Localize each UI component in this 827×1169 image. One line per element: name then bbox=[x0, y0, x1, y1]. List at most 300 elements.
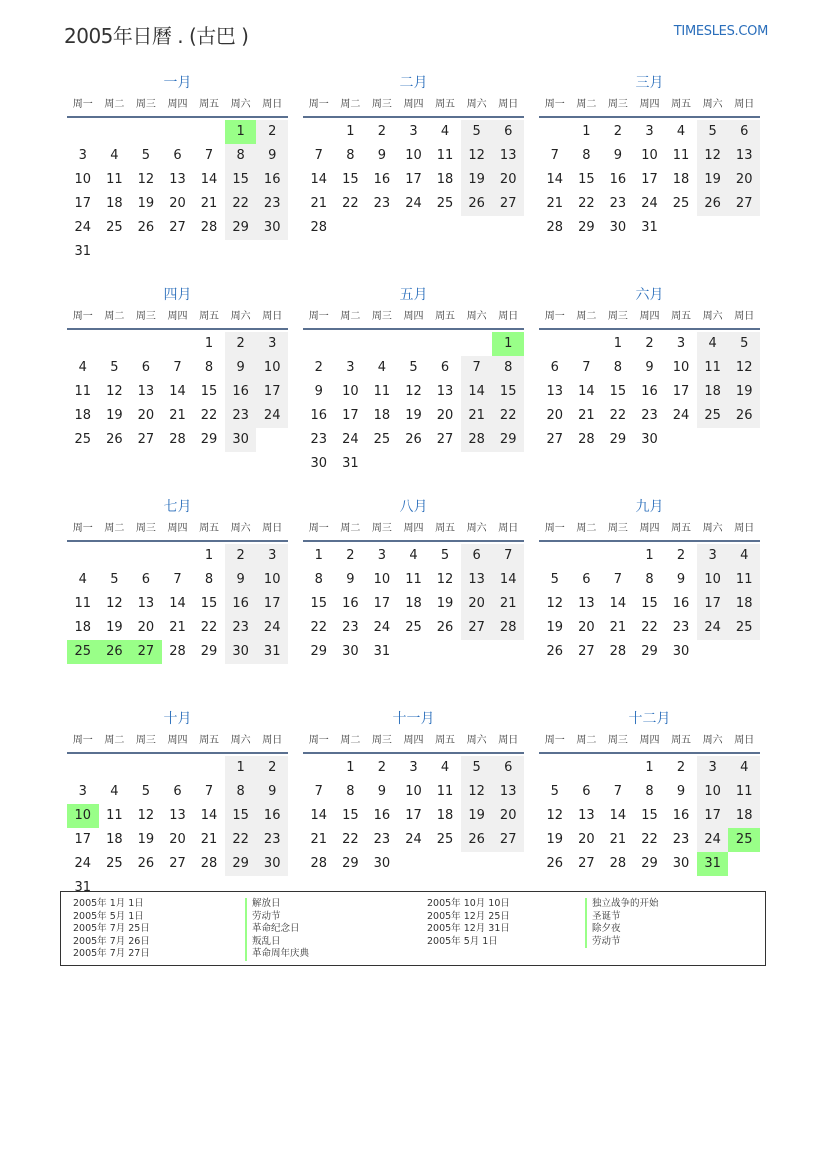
day-cell: 27 bbox=[578, 856, 595, 871]
day-cell: 25 bbox=[106, 856, 123, 871]
day-cell: 2 bbox=[225, 544, 257, 568]
day-cell: 6 bbox=[173, 784, 182, 799]
weekday-label: 周一 bbox=[72, 99, 93, 110]
day-cell: 27 bbox=[492, 828, 524, 852]
day-grid bbox=[303, 756, 524, 876]
day-cell: 9 bbox=[676, 572, 686, 587]
weekday-label: 周日 bbox=[498, 523, 519, 534]
empty-day-cell bbox=[130, 120, 162, 144]
weekday-label: 周四 bbox=[639, 99, 660, 110]
day-cell: 24 bbox=[405, 196, 422, 211]
weekday-label: 周四 bbox=[167, 523, 188, 534]
day-cell: 8 bbox=[204, 572, 214, 587]
weekday-header-row bbox=[539, 518, 760, 542]
weekday-label: 周一 bbox=[72, 311, 93, 322]
day-cell: 8 bbox=[346, 148, 355, 163]
day-cell: 12 bbox=[106, 596, 123, 611]
day-cell: 11 bbox=[74, 384, 92, 399]
day-cell: 12 bbox=[546, 808, 564, 823]
empty-day-cell bbox=[193, 756, 225, 780]
day-cell: 4 bbox=[728, 544, 760, 568]
day-cell: 9 bbox=[377, 148, 387, 163]
day-cell: 21 bbox=[169, 408, 186, 423]
weekday-label: 周五 bbox=[435, 99, 456, 110]
day-cell: 19 bbox=[546, 832, 564, 847]
day-cell: 7 bbox=[204, 784, 214, 799]
holiday-names-column bbox=[245, 898, 427, 965]
day-cell: 16 bbox=[342, 596, 359, 611]
weekday-label: 周六 bbox=[230, 735, 251, 746]
day-cell: 3 bbox=[346, 360, 355, 375]
weekday-label: 周一 bbox=[308, 99, 329, 110]
day-cell: 23 bbox=[373, 832, 391, 847]
day-cell: 4 bbox=[110, 784, 119, 799]
day-cell: 27 bbox=[137, 432, 155, 447]
day-cell: 14 bbox=[609, 808, 627, 823]
day-cell: 4 bbox=[377, 360, 387, 375]
day-grid bbox=[539, 120, 760, 240]
empty-day-cell bbox=[571, 544, 603, 568]
day-cell: 7 bbox=[173, 360, 182, 375]
day-cell: 26 bbox=[137, 220, 155, 235]
day-cell: 15 bbox=[641, 596, 658, 611]
day-cell: 11 bbox=[697, 356, 729, 380]
day-cell: 8 bbox=[204, 360, 214, 375]
empty-day-cell bbox=[130, 756, 162, 780]
day-cell: 8 bbox=[645, 784, 654, 799]
day-cell: 26 bbox=[728, 404, 760, 428]
day-cell: 19 bbox=[461, 168, 493, 192]
day-cell: 23 bbox=[342, 620, 359, 635]
month-block bbox=[67, 72, 288, 284]
day-cell: 20 bbox=[578, 832, 595, 847]
day-cell: 3 bbox=[377, 548, 387, 563]
day-cell: 7 bbox=[314, 784, 323, 799]
weekday-label: 周一 bbox=[544, 99, 565, 110]
holiday-dates-column bbox=[427, 898, 585, 965]
day-cell: 21 bbox=[492, 592, 524, 616]
day-cell: 26 bbox=[99, 640, 131, 664]
day-cell: 9 bbox=[676, 784, 686, 799]
day-cell: 18 bbox=[74, 408, 92, 423]
day-cell: 13 bbox=[137, 596, 155, 611]
day-cell: 20 bbox=[492, 168, 524, 192]
day-cell: 13 bbox=[578, 596, 595, 611]
weekday-label: 周六 bbox=[702, 523, 723, 534]
weekday-label: 周日 bbox=[734, 735, 755, 746]
day-cell: 20 bbox=[169, 196, 186, 211]
day-cell: 3 bbox=[409, 760, 418, 775]
day-cell: 3 bbox=[676, 336, 686, 351]
day-cell: 17 bbox=[373, 596, 391, 611]
holiday-date: 2005年 7月 26日 bbox=[73, 935, 150, 947]
day-cell: 28 bbox=[310, 856, 328, 871]
day-cell: 14 bbox=[609, 596, 627, 611]
empty-day-cell bbox=[539, 544, 571, 568]
day-cell: 10 bbox=[74, 172, 92, 187]
day-cell: 6 bbox=[582, 784, 591, 799]
day-cell: 7 bbox=[492, 544, 524, 568]
day-cell: 29 bbox=[578, 220, 595, 235]
day-cell: 8 bbox=[314, 572, 323, 587]
day-cell: 13 bbox=[492, 780, 524, 804]
day-cell: 1 bbox=[225, 120, 257, 144]
day-cell: 16 bbox=[373, 172, 391, 187]
day-cell: 15 bbox=[342, 808, 359, 823]
month-block bbox=[539, 72, 760, 284]
day-cell: 24 bbox=[641, 196, 658, 211]
weekday-label: 周二 bbox=[576, 523, 597, 534]
weekday-label: 周日 bbox=[498, 99, 519, 110]
day-cell: 19 bbox=[405, 408, 422, 423]
day-cell: 22 bbox=[609, 408, 627, 423]
day-grid bbox=[303, 332, 524, 476]
day-cell: 21 bbox=[609, 620, 627, 635]
day-cell: 10 bbox=[342, 384, 359, 399]
empty-day-cell bbox=[162, 756, 194, 780]
day-cell: 28 bbox=[200, 856, 218, 871]
day-cell: 4 bbox=[78, 572, 87, 587]
month-block bbox=[539, 496, 760, 708]
day-cell: 27 bbox=[169, 856, 186, 871]
holiday-date: 2005年 12月 31日 bbox=[427, 923, 510, 935]
day-grid bbox=[303, 544, 524, 664]
day-cell: 19 bbox=[546, 620, 564, 635]
day-cell: 25 bbox=[373, 432, 391, 447]
day-cell: 26 bbox=[405, 432, 422, 447]
empty-day-cell bbox=[67, 120, 99, 144]
day-cell: 2 bbox=[676, 760, 686, 775]
day-cell: 4 bbox=[440, 124, 450, 139]
day-cell: 14 bbox=[310, 172, 328, 187]
weekday-label: 周五 bbox=[199, 523, 220, 534]
month-name: 十一月 bbox=[392, 711, 435, 727]
day-cell: 14 bbox=[310, 808, 328, 823]
day-cell: 11 bbox=[373, 384, 391, 399]
day-cell: 27 bbox=[130, 640, 162, 664]
day-cell: 10 bbox=[256, 568, 288, 592]
weekday-label: 周二 bbox=[576, 735, 597, 746]
day-cell: 7 bbox=[173, 572, 182, 587]
holiday-name: 劳动节 bbox=[585, 936, 765, 949]
day-cell: 30 bbox=[641, 432, 658, 447]
day-cell: 26 bbox=[461, 828, 493, 852]
holiday-date: 2005年 1月 1日 bbox=[73, 898, 144, 909]
day-cell: 21 bbox=[310, 196, 328, 211]
day-cell: 30 bbox=[672, 644, 690, 659]
day-cell: 29 bbox=[200, 644, 218, 659]
day-cell: 7 bbox=[461, 356, 493, 380]
empty-day-cell bbox=[303, 120, 335, 144]
weekday-label: 周四 bbox=[167, 311, 188, 322]
holiday-name: 除夕夜 bbox=[585, 923, 765, 936]
day-cell: 27 bbox=[546, 432, 564, 447]
weekday-label: 周五 bbox=[671, 735, 692, 746]
weekday-label: 周二 bbox=[340, 99, 361, 110]
day-cell: 25 bbox=[67, 640, 99, 664]
month-block bbox=[303, 708, 524, 920]
day-cell: 1 bbox=[582, 124, 591, 139]
empty-day-cell bbox=[539, 756, 571, 780]
day-cell: 7 bbox=[613, 784, 623, 799]
empty-day-cell bbox=[303, 332, 335, 356]
day-cell: 18 bbox=[106, 196, 123, 211]
day-cell: 6 bbox=[440, 360, 450, 375]
day-cell: 11 bbox=[74, 596, 92, 611]
day-cell: 29 bbox=[342, 856, 359, 871]
day-cell: 27 bbox=[492, 192, 524, 216]
day-cell: 31 bbox=[256, 640, 288, 664]
day-cell: 29 bbox=[225, 216, 257, 240]
empty-day-cell bbox=[99, 332, 131, 356]
day-cell: 15 bbox=[310, 596, 328, 611]
day-cell: 1 bbox=[492, 332, 524, 356]
day-cell: 30 bbox=[672, 856, 690, 871]
page-title: 2005年日曆 . (古巴 ) bbox=[64, 24, 249, 48]
day-cell: 13 bbox=[169, 172, 186, 187]
day-cell: 19 bbox=[436, 596, 454, 611]
day-cell: 22 bbox=[200, 408, 218, 423]
day-cell: 18 bbox=[672, 172, 690, 187]
holiday-date: 2005年 5月 1日 bbox=[73, 910, 144, 922]
holiday-date: 2005年 7月 25日 bbox=[73, 923, 150, 935]
empty-day-cell bbox=[366, 332, 398, 356]
weekday-label: 周四 bbox=[639, 311, 660, 322]
weekday-header-row bbox=[67, 518, 288, 542]
holiday-date: 2005年 5月 1日 bbox=[427, 935, 498, 947]
empty-day-cell bbox=[67, 332, 99, 356]
month-name: 一月 bbox=[163, 75, 192, 91]
weekday-label: 周三 bbox=[371, 735, 392, 746]
day-cell: 26 bbox=[546, 644, 564, 659]
weekday-label: 周五 bbox=[435, 735, 456, 746]
day-cell: 2 bbox=[377, 124, 387, 139]
day-cell: 6 bbox=[550, 360, 559, 375]
weekday-label: 周一 bbox=[544, 311, 565, 322]
day-cell: 16 bbox=[225, 592, 257, 616]
day-cell: 12 bbox=[461, 780, 493, 804]
holiday-date: 2005年 12月 25日 bbox=[427, 910, 510, 922]
day-cell: 14 bbox=[200, 172, 218, 187]
day-cell: 14 bbox=[169, 596, 186, 611]
day-cell: 26 bbox=[697, 192, 729, 216]
day-cell: 30 bbox=[342, 644, 359, 659]
day-cell: 6 bbox=[582, 572, 591, 587]
day-cell: 14 bbox=[578, 384, 595, 399]
day-cell: 1 bbox=[225, 756, 257, 780]
day-cell: 14 bbox=[461, 380, 493, 404]
empty-day-cell bbox=[539, 332, 571, 356]
weekday-label: 周六 bbox=[230, 523, 251, 534]
empty-day-cell bbox=[162, 544, 194, 568]
day-cell: 4 bbox=[697, 332, 729, 356]
weekday-label: 周四 bbox=[639, 523, 660, 534]
weekday-label: 周六 bbox=[230, 311, 251, 322]
day-cell: 13 bbox=[546, 384, 564, 399]
day-cell: 21 bbox=[461, 404, 493, 428]
day-cell: 22 bbox=[578, 196, 595, 211]
month-name: 七月 bbox=[163, 499, 192, 515]
day-cell: 13 bbox=[137, 384, 155, 399]
day-cell: 24 bbox=[74, 856, 92, 871]
weekday-label: 周三 bbox=[607, 311, 628, 322]
day-cell: 27 bbox=[728, 192, 760, 216]
weekday-label: 周二 bbox=[104, 311, 125, 322]
day-cell: 31 bbox=[641, 220, 658, 235]
day-cell: 29 bbox=[310, 644, 328, 659]
day-cell: 17 bbox=[342, 408, 359, 423]
day-cell: 20 bbox=[137, 408, 155, 423]
weekday-header-row bbox=[539, 94, 760, 118]
day-cell: 5 bbox=[110, 572, 119, 587]
day-cell: 22 bbox=[641, 832, 658, 847]
day-cell: 17 bbox=[74, 832, 92, 847]
empty-day-cell bbox=[99, 756, 131, 780]
day-cell: 10 bbox=[67, 804, 99, 828]
weekday-label: 周二 bbox=[576, 311, 597, 322]
day-cell: 23 bbox=[672, 620, 690, 635]
day-cell: 21 bbox=[609, 832, 627, 847]
day-cell: 23 bbox=[310, 432, 328, 447]
day-cell: 6 bbox=[461, 544, 493, 568]
day-cell: 21 bbox=[310, 832, 328, 847]
day-cell: 8 bbox=[613, 360, 623, 375]
day-cell: 5 bbox=[728, 332, 760, 356]
day-cell: 30 bbox=[609, 220, 627, 235]
day-cell: 19 bbox=[106, 620, 123, 635]
empty-day-cell bbox=[571, 756, 603, 780]
day-cell: 10 bbox=[697, 568, 729, 592]
day-cell: 30 bbox=[310, 456, 328, 471]
weekday-label: 周五 bbox=[671, 523, 692, 534]
day-grid bbox=[539, 756, 760, 876]
holiday-name: 叛乱日 bbox=[245, 936, 427, 949]
weekday-label: 周一 bbox=[544, 523, 565, 534]
day-cell: 6 bbox=[728, 120, 760, 144]
day-cell: 7 bbox=[613, 572, 623, 587]
day-cell: 23 bbox=[256, 828, 288, 852]
day-cell: 18 bbox=[106, 832, 123, 847]
weekday-label: 周六 bbox=[466, 735, 487, 746]
day-cell: 2 bbox=[377, 760, 387, 775]
day-cell: 25 bbox=[436, 196, 454, 211]
day-cell: 18 bbox=[74, 620, 92, 635]
empty-day-cell bbox=[162, 332, 194, 356]
month-block bbox=[539, 708, 760, 920]
day-cell: 21 bbox=[169, 620, 186, 635]
day-cell: 5 bbox=[141, 148, 151, 163]
day-cell: 4 bbox=[676, 124, 686, 139]
day-cell: 13 bbox=[492, 144, 524, 168]
day-cell: 30 bbox=[225, 640, 257, 664]
day-cell: 25 bbox=[436, 832, 454, 847]
day-cell: 5 bbox=[461, 756, 493, 780]
weekday-label: 周四 bbox=[403, 735, 424, 746]
weekday-label: 周二 bbox=[104, 99, 125, 110]
weekday-label: 周一 bbox=[72, 523, 93, 534]
site-link[interactable]: TIMESLES.COM bbox=[673, 24, 768, 39]
day-cell: 8 bbox=[492, 356, 524, 380]
empty-day-cell bbox=[130, 544, 162, 568]
weekday-label: 周日 bbox=[262, 311, 283, 322]
day-cell: 24 bbox=[405, 832, 422, 847]
month-name: 十月 bbox=[163, 711, 192, 727]
empty-day-cell bbox=[335, 332, 367, 356]
day-cell: 16 bbox=[256, 168, 288, 192]
weekday-label: 周四 bbox=[403, 311, 424, 322]
day-cell: 27 bbox=[578, 644, 595, 659]
weekday-label: 周四 bbox=[639, 735, 660, 746]
day-cell: 13 bbox=[578, 808, 595, 823]
day-cell: 22 bbox=[200, 620, 218, 635]
day-cell: 24 bbox=[373, 620, 391, 635]
day-cell: 5 bbox=[141, 784, 151, 799]
day-cell: 22 bbox=[492, 404, 524, 428]
day-cell: 12 bbox=[546, 596, 564, 611]
day-cell: 11 bbox=[728, 780, 760, 804]
weekday-label: 周五 bbox=[435, 311, 456, 322]
weekday-label: 周日 bbox=[262, 523, 283, 534]
day-cell: 16 bbox=[672, 808, 690, 823]
day-cell: 17 bbox=[697, 592, 729, 616]
day-cell: 10 bbox=[405, 784, 422, 799]
month-block bbox=[539, 284, 760, 496]
day-cell: 22 bbox=[310, 620, 328, 635]
day-cell: 22 bbox=[342, 196, 359, 211]
holiday-dates-column bbox=[73, 898, 245, 965]
day-cell: 30 bbox=[373, 856, 391, 871]
day-cell: 28 bbox=[546, 220, 564, 235]
day-cell: 13 bbox=[728, 144, 760, 168]
weekday-label: 周一 bbox=[72, 735, 93, 746]
month-name: 六月 bbox=[635, 287, 664, 303]
day-cell: 5 bbox=[409, 360, 418, 375]
day-cell: 5 bbox=[110, 360, 119, 375]
day-cell: 27 bbox=[461, 616, 493, 640]
day-grid bbox=[303, 120, 524, 240]
day-cell: 16 bbox=[225, 380, 257, 404]
day-cell: 18 bbox=[373, 408, 391, 423]
weekday-label: 周五 bbox=[199, 311, 220, 322]
day-cell: 4 bbox=[409, 548, 418, 563]
empty-day-cell bbox=[162, 120, 194, 144]
day-cell: 21 bbox=[200, 832, 218, 847]
weekday-header-row bbox=[303, 518, 524, 542]
day-cell: 17 bbox=[672, 384, 690, 399]
day-cell: 9 bbox=[314, 384, 323, 399]
day-cell: 30 bbox=[225, 428, 257, 452]
weekday-label: 周二 bbox=[340, 735, 361, 746]
day-cell: 14 bbox=[492, 568, 524, 592]
day-cell: 6 bbox=[141, 360, 151, 375]
weekday-header-row bbox=[539, 730, 760, 754]
weekday-label: 周二 bbox=[340, 311, 361, 322]
day-cell: 2 bbox=[346, 548, 355, 563]
month-block bbox=[303, 496, 524, 708]
day-cell: 2 bbox=[676, 548, 686, 563]
empty-day-cell bbox=[99, 120, 131, 144]
day-cell: 6 bbox=[173, 148, 182, 163]
day-cell: 18 bbox=[436, 808, 454, 823]
day-cell: 2 bbox=[613, 124, 623, 139]
day-cell: 23 bbox=[373, 196, 391, 211]
weekday-label: 周六 bbox=[230, 99, 251, 110]
day-cell: 29 bbox=[200, 432, 218, 447]
day-cell: 5 bbox=[550, 572, 559, 587]
day-cell: 11 bbox=[405, 572, 422, 587]
day-cell: 31 bbox=[74, 244, 92, 259]
day-cell: 17 bbox=[256, 592, 288, 616]
